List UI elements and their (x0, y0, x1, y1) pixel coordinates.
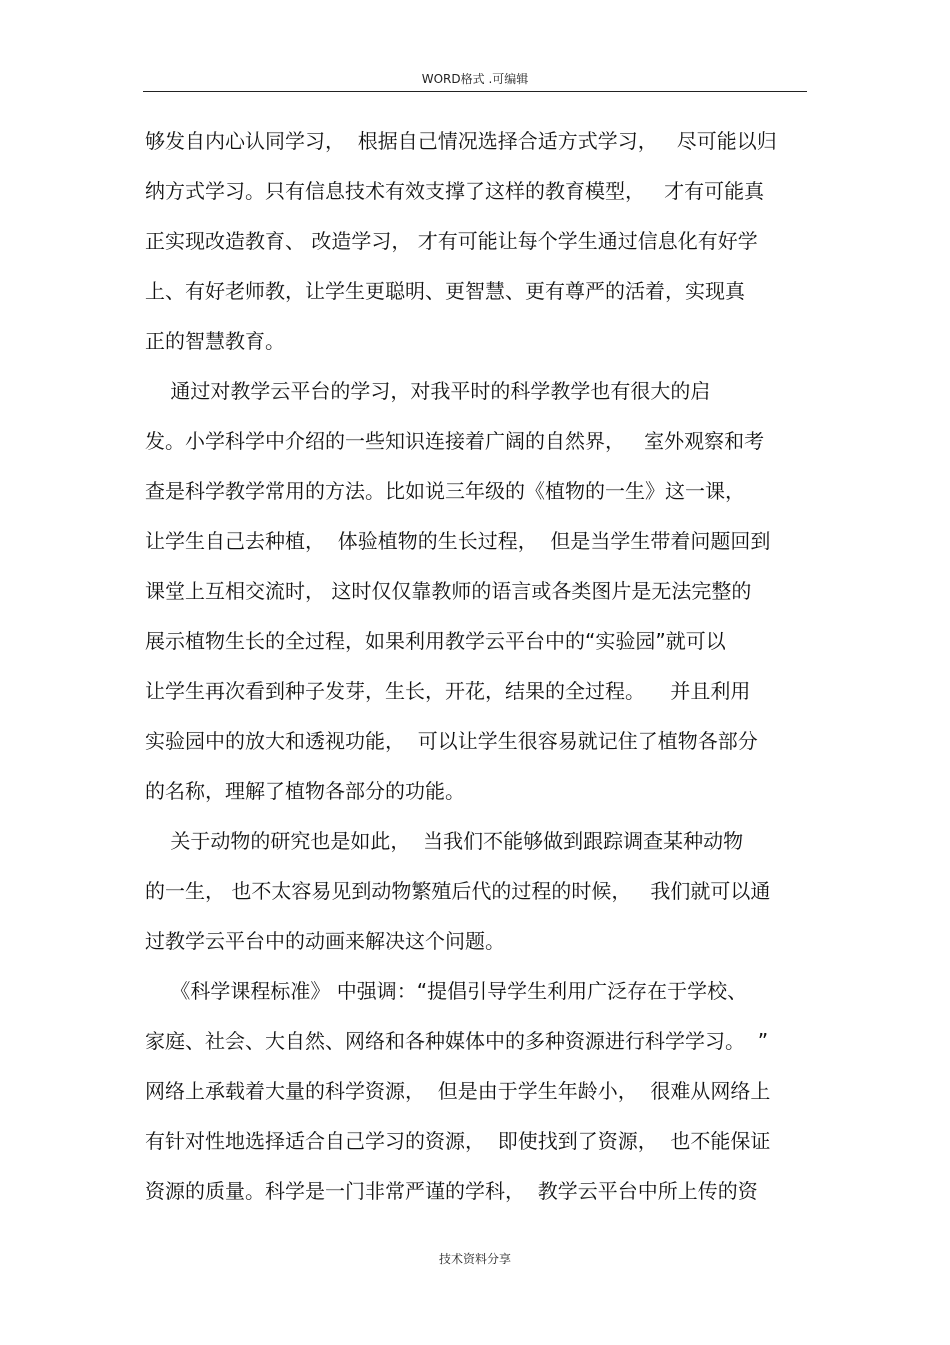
text-line: 让学生自己去种植， 体验植物的生长过程， 但是当学生带着问题回到 (145, 529, 771, 553)
page-header: WORD格式 .可编辑 (421, 72, 529, 86)
text-line: 网络上承载着大量的科学资源， 但是由于学生年龄小， 很难从网络上 (145, 1079, 771, 1103)
text-line: 展示植物生长的全过程，如果利用教学云平台中的“实验园”就可以 (145, 629, 726, 653)
text-line: 家庭、社会、大自然、网络和各种媒体中的多种资源进行科学学习。 ” (145, 1029, 769, 1053)
text-line: 的一生， 也不太容易见到动物繁殖后代的过程的时候， 我们就可以通 (145, 879, 771, 903)
document-body (145, 116, 815, 1216)
text-line: 纳方式学习。只有信息技术有效支撑了这样的教育模型， 才有可能真 (145, 179, 765, 203)
page-footer: 技术资料分享 (438, 1252, 511, 1266)
text-line: 课堂上互相交流时， 这时仅仅靠教师的语言或各类图片是无法完整的 (145, 579, 752, 603)
text-line: 通过对教学云平台的学习，对我平时的科学教学也有很大的启 (145, 379, 711, 403)
text-line: 正实现改造教育、 改造学习， 才有可能让每个学生通过信息化有好学 (145, 229, 758, 253)
text-line: 实验园中的放大和透视功能， 可以让学生很容易就记住了植物各部分 (145, 729, 758, 753)
text-line: 上、有好老师教，让学生更聪明、更智慧、更有尊严的活着，实现真 (145, 279, 745, 303)
text-line: 的名称，理解了植物各部分的功能。 (145, 779, 465, 803)
text-line: 发。小学科学中介绍的一些知识连接着广阔的自然界， 室外观察和考 (145, 429, 765, 453)
text-line: 让学生再次看到种子发芽，生长，开花，结果的全过程。 并且利用 (145, 679, 751, 703)
text-line: 过教学云平台中的动画来解决这个问题。 (145, 929, 505, 953)
text-line: 查是科学教学常用的方法。比如说三年级的《植物的一生》这一课， (145, 479, 745, 503)
text-line: 关于动物的研究也是如此， 当我们不能够做到跟踪调查某种动物 (145, 829, 744, 853)
text-line: 《科学课程标准》 中强调：“提倡引导学生利用广泛存在于学校、 (145, 979, 748, 1003)
text-line: 资源的质量。科学是一门非常严谨的学科， 教学云平台中所上传的资 (145, 1179, 758, 1203)
text-line: 够发自内心认同学习， 根据自己情况选择合适方式学习， 尽可能以归 (145, 129, 777, 153)
header-divider (143, 91, 807, 92)
text-line: 正的智慧教育。 (145, 329, 285, 353)
text-line: 有针对性地选择适合自己学习的资源， 即使找到了资源， 也不能保证 (145, 1129, 771, 1153)
